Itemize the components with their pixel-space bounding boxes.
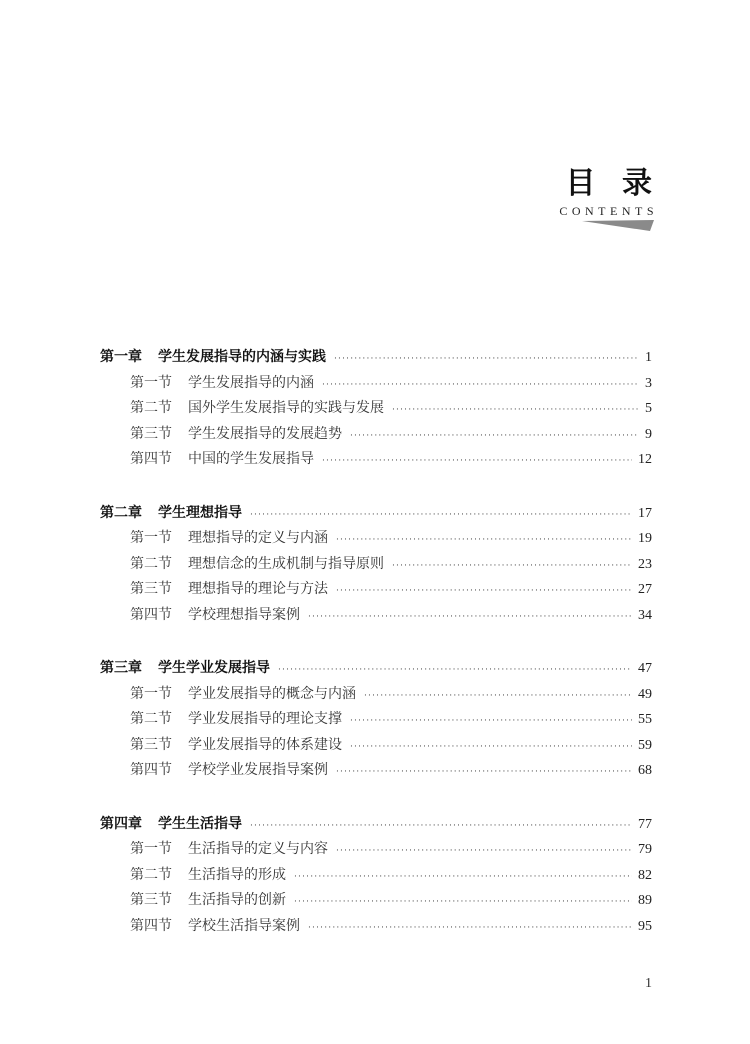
section-number: 第一节 [130,685,172,702]
section-title: 学校学业发展指导案例 [188,762,328,778]
dot-leader [392,405,639,415]
toc-section-entry[interactable] [100,889,652,915]
section-number: 第四节 [130,762,172,778]
dot-leader [364,691,632,701]
section-title: 理想指导的定义与内涵 [188,530,328,546]
table-of-contents [100,346,652,968]
section-title: 中国的学生发展指导 [188,451,314,467]
section-number: 第三节 [130,892,172,908]
section-title: 学校生活指导案例 [188,917,300,934]
section-page-number: 82 [638,867,652,883]
dot-leader [278,665,632,675]
section-title: 学业发展指导的理论支撑 [188,711,342,727]
dot-leader [322,380,639,390]
page-subtitle: CONTENTS [559,204,658,218]
section-number: 第四节 [130,451,172,467]
toc-chapter [100,813,652,941]
toc-section-entry[interactable] [100,734,652,760]
section-number: 第一节 [130,841,172,857]
chapter-number: 第四章 [100,815,142,832]
section-number: 第一节 [130,374,172,391]
section-title: 学业发展指导的体系建设 [188,736,342,753]
section-number: 第二节 [130,711,172,727]
section-title: 学生发展指导的发展趋势 [188,425,342,442]
section-page-number: 49 [638,686,652,702]
section-page-number: 19 [638,531,652,546]
dot-leader [322,456,632,466]
toc-section-entry[interactable] [100,448,652,474]
toc-section-entry[interactable] [100,759,652,785]
section-title: 生活指导的创新 [188,892,286,908]
chapter-number: 第二章 [100,504,142,521]
section-number: 第二节 [130,555,172,572]
dot-leader [308,612,632,622]
toc-section-entry[interactable] [100,423,652,449]
dot-leader [350,742,632,752]
section-page-number: 12 [638,452,652,467]
section-number: 第四节 [130,606,172,623]
section-number: 第一节 [130,530,172,546]
dot-leader [336,846,632,856]
dot-leader [308,923,632,933]
section-page-number: 55 [638,712,652,727]
toc-section-entry[interactable] [100,527,652,553]
toc-section-entry[interactable] [100,553,652,579]
dot-leader [294,897,632,907]
section-page-number: 5 [645,401,652,416]
section-title: 国外学生发展指导的实践与发展 [188,400,384,416]
toc-section-entry[interactable] [100,372,652,398]
section-page-number: 9 [645,426,652,442]
toc-section-entry[interactable] [100,915,652,941]
toc-chapter [100,346,652,474]
page-title: 目 录 [565,166,660,201]
toc-section-entry[interactable] [100,683,652,709]
section-page-number: 23 [638,556,652,572]
toc-chapter [100,657,652,785]
toc-section-entry[interactable] [100,838,652,864]
section-page-number: 34 [638,607,652,623]
toc-chapter-entry[interactable] [100,813,652,839]
dot-leader [294,872,632,882]
toc-chapter [100,502,652,630]
dot-leader [250,821,632,831]
dot-leader [336,586,632,596]
chapter-page-number: 77 [638,816,652,832]
section-title: 学校理想指导案例 [188,606,300,623]
toc-chapter-entry[interactable] [100,502,652,528]
section-page-number: 89 [638,893,652,908]
chapter-page-number: 47 [638,661,652,676]
section-number: 第四节 [130,917,172,934]
toc-section-entry[interactable] [100,604,652,630]
section-page-number: 59 [638,737,652,753]
section-title: 生活指导的定义与内容 [188,841,328,857]
chapter-number: 第一章 [100,349,142,365]
chapter-title: 学生学业发展指导 [158,660,270,676]
dot-leader [350,716,632,726]
section-title: 学生发展指导的内涵 [188,374,314,391]
chapter-number: 第三章 [100,660,142,676]
toc-section-entry[interactable] [100,397,652,423]
toc-chapter-entry[interactable] [100,657,652,683]
toc-section-entry[interactable] [100,708,652,734]
toc-section-entry[interactable] [100,578,652,604]
section-number: 第三节 [130,425,172,442]
dot-leader [350,431,639,441]
section-page-number: 95 [638,918,652,934]
section-number: 第三节 [130,581,172,597]
section-page-number: 27 [638,582,652,597]
section-number: 第三节 [130,736,172,753]
dot-leader [392,561,632,571]
dot-leader [336,767,632,777]
chapter-title: 学生发展指导的内涵与实践 [158,349,326,365]
section-number: 第二节 [130,400,172,416]
toc-heading [454,166,660,218]
chapter-title: 学生理想指导 [158,504,242,521]
title-decoration-swoosh [582,220,654,232]
toc-chapter-entry[interactable] [100,346,652,372]
section-number: 第二节 [130,866,172,883]
dot-leader [336,535,632,545]
chapter-page-number: 17 [638,505,652,521]
section-title: 理想指导的理论与方法 [188,581,328,597]
chapter-page-number: 1 [645,350,652,365]
dot-leader [250,510,632,520]
section-title: 生活指导的形成 [188,866,286,883]
section-title: 理想信念的生成机制与指导原则 [188,555,384,572]
chapter-title: 学生生活指导 [158,815,242,832]
section-page-number: 68 [638,763,652,778]
toc-section-entry[interactable] [100,864,652,890]
page-number: 1 [645,976,652,991]
section-page-number: 3 [645,375,652,391]
dot-leader [334,354,639,364]
section-page-number: 79 [638,842,652,857]
section-title: 学业发展指导的概念与内涵 [188,685,356,702]
